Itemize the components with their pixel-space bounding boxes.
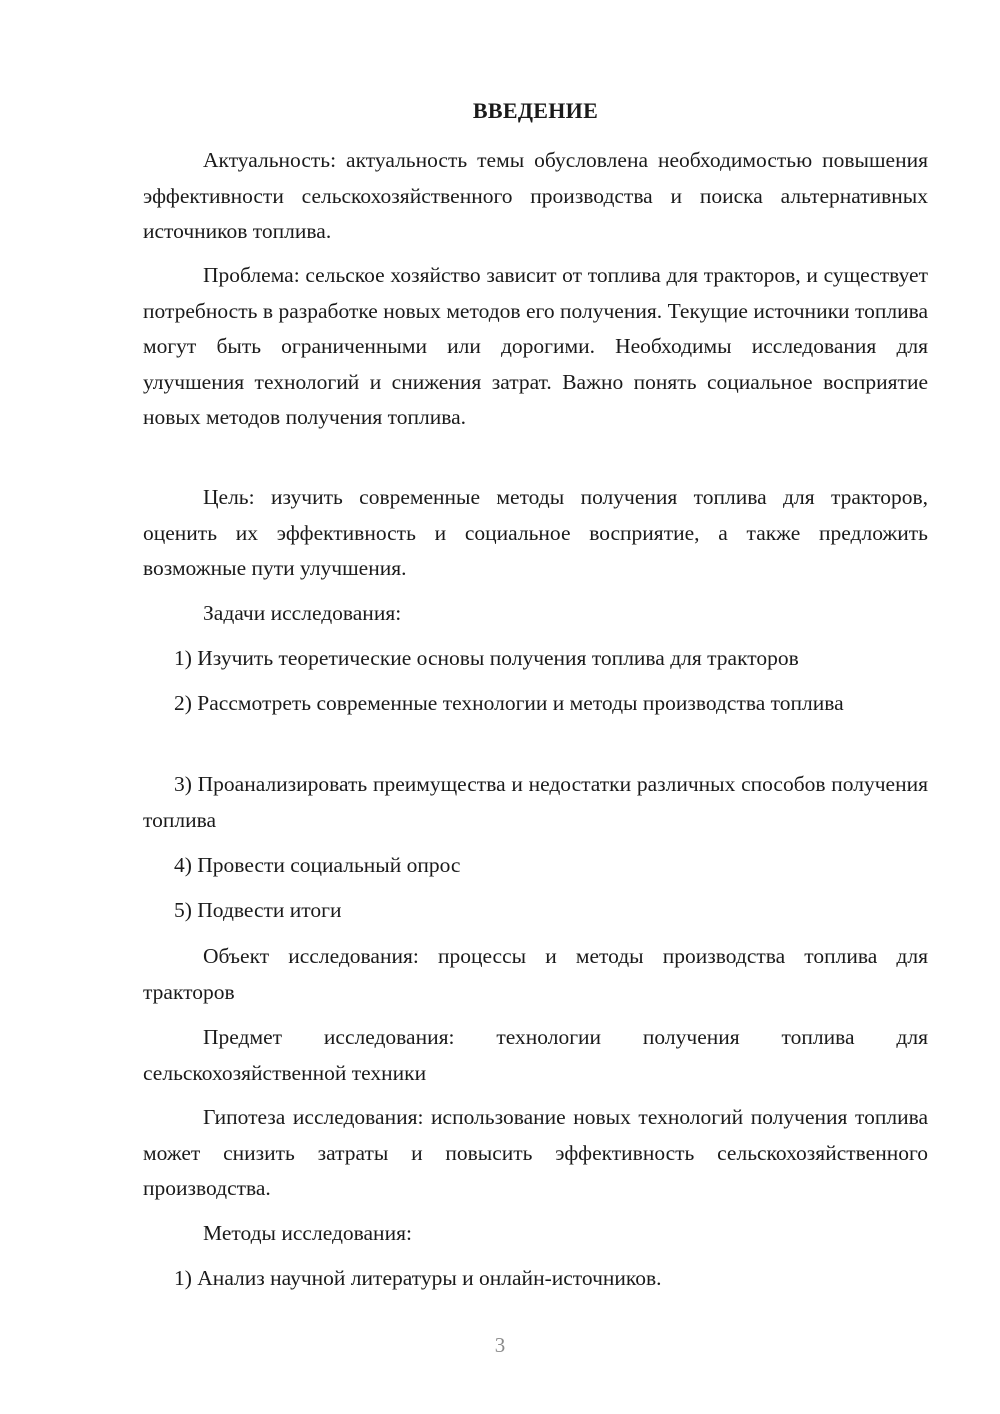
task-item: 2) Рассмотреть современные технологии и методы производства топлива xyxy=(174,691,844,715)
task-item: 5) Подвести итоги xyxy=(174,898,342,922)
page-title: ВВЕДЕНИЕ xyxy=(472,98,599,123)
hypothesis-paragraph: Гипотеза исследования: использование новых технологий получения топлива может снизить затраты и повысить эффективность сельскохозяйственного производства. xyxy=(143,1105,928,1200)
subject-paragraph: Предмет исследования: технологии получения топлива для сельскохозяйственной техники xyxy=(143,1025,928,1085)
method-item: 1) Анализ научной литературы и онлайн-источников. xyxy=(174,1266,662,1290)
methods-heading: Методы исследования: xyxy=(203,1221,412,1245)
page-number: 3 xyxy=(494,1333,506,1357)
object-paragraph: Объект исследования: процессы и методы производства топлива для тракторов xyxy=(143,944,928,1004)
relevance-paragraph: Актуальность: актуальность темы обусловлена необходимостью повышения эффективности сельскохозяйственного производства и поиска альтернативных источников топлива. xyxy=(143,148,928,243)
problem-paragraph: Проблема: сельское хозяйство зависит от топлива для тракторов, и существует потребность в разработке новых методов его получения. Текущие источники топлива могут быть ограниченными или дорогими. Необходимы исследования для улучшения технологий и снижения затрат. Важно понять социальное восприятие новых методов получения топлива. xyxy=(143,263,928,429)
goal-paragraph: Цель: изучить современные методы получения топлива для тракторов, оценить их эффективность и социальное восприятие, а также предложить возможные пути улучшения. xyxy=(143,485,928,580)
task-item: 3) Проанализировать преимущества и недостатки различных способов получения топлива xyxy=(143,772,928,832)
tasks-heading: Задачи исследования: xyxy=(203,601,402,625)
task-item: 4) Провести социальный опрос xyxy=(174,853,461,877)
task-item: 1) Изучить теоретические основы получения топлива для тракторов xyxy=(174,646,799,670)
